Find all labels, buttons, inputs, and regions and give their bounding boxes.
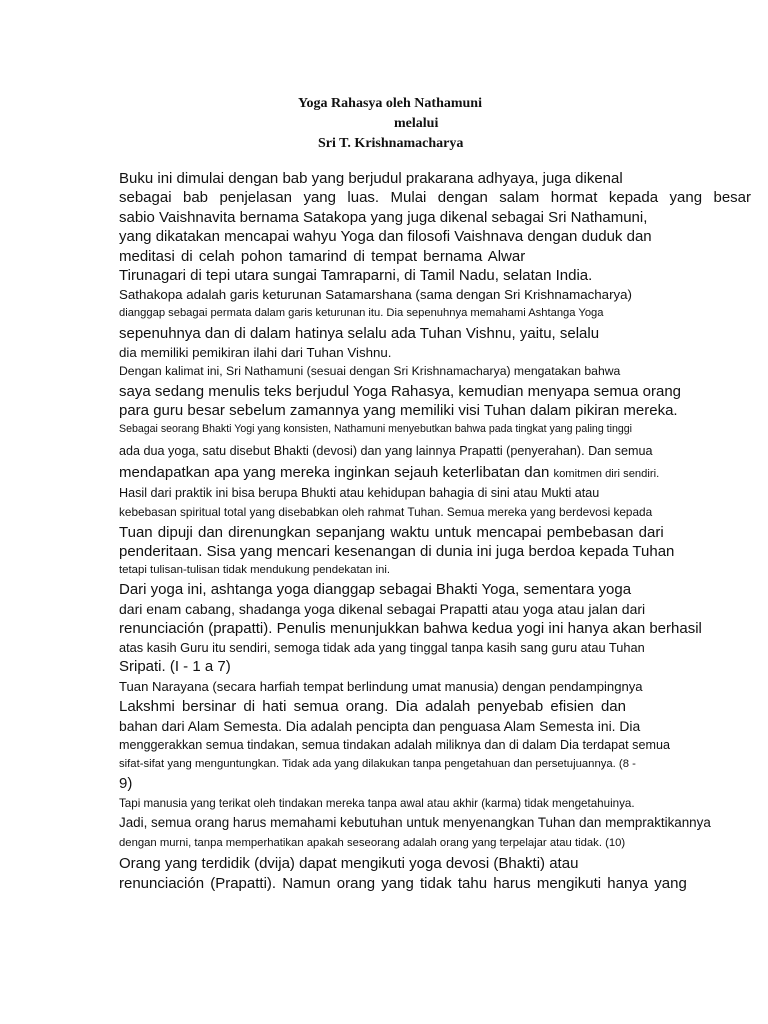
text-line: dari enam cabang, shadanga yoga dikenal sebagai Prapatti atau yoga atau jalan dari — [119, 600, 646, 617]
text-line: Tuan dipuji dan direnungkan sepanjang waktu untuk mencapai pembebasan dari — [119, 523, 664, 541]
title-line: Sri T. Krishnamacharya — [318, 136, 464, 151]
title-line: Yoga Rahasya oleh Nathamuni — [298, 96, 482, 111]
text-line: para guru besar sebelum zamannya yang memiliki visi Tuhan dalam pikiran mereka. — [119, 402, 678, 420]
text-line: Tapi manusia yang terikat oleh tindakan mereka tanpa awal atau akhir (karma) tidak mengetahuinya. — [119, 796, 635, 810]
text-line: Tirunagari di tepi utara sungai Tamraparni, di Tamil Nadu, selatan India. — [119, 267, 593, 285]
text-line: dianggap sebagai permata dalam garis keturunan itu. Dia sepenuhnya memahami Ashtanga Yoga — [119, 307, 604, 320]
text-line: sabio Vaishnavita bernama Satakopa yang juga dikenal sebagai Sri Nathamuni, — [119, 208, 648, 226]
text-line: Hasil dari praktik ini bisa berupa Bhukti atau kehidupan bahagia di sini atau Mukti atau — [119, 486, 600, 501]
title-line: melalui — [394, 116, 439, 131]
text-line: kebebasan spiritual total yang disebabkan oleh rahmat Tuhan. Semua mereka yang berdevosi kepada — [119, 505, 653, 520]
text-line: yang dikatakan mencapai wahyu Yoga dan filosofi Vaishnava dengan duduk dan — [119, 228, 652, 246]
text-line: dia memiliki pemikiran ilahi dari Tuhan Vishnu. — [119, 345, 392, 361]
text-line: penderitaan. Sisa yang mencari kesenangan di dunia ini juga berdoa kepada Tuhan — [119, 543, 675, 561]
text-line: menggerakkan semua tindakan, semua tindakan adalah miliknya dan di dalam Dia terdapat semua — [119, 737, 670, 752]
text-line: tetapi tulisan-tulisan tidak mendukung pendekatan ini. — [119, 563, 391, 576]
text-line: Tuan Narayana (secara harfiah tempat berlindung umat manusia) dengan pendampingnya — [119, 678, 643, 694]
text-line: Jadi, semua orang harus memahami kebutuhan untuk menyenangkan Tuhan dan mempraktikannya — [119, 814, 711, 830]
text-line: sepenuhnya dan di dalam hatinya selalu ada Tuhan Vishnu, yaitu, selalu — [119, 324, 600, 342]
text-line: 9) — [119, 774, 133, 792]
text-line: Sebagai seorang Bhakti Yogi yang konsisten, Nathamuni menyebutkan bahwa pada tingkat yang paling tinggi — [119, 423, 632, 436]
text-line: meditasi di celah pohon tamarind di tempat bernama Alwar — [119, 247, 526, 265]
text-segment: mendapatkan apa yang mereka inginkan sejauh keterlibatan dan — [119, 463, 550, 481]
text-line: renunciación (prapatti). Penulis menunjukkan bahwa kedua yogi ini hanya akan berhasil — [119, 619, 702, 637]
text-line: ada dua yoga, satu disebut Bhakti (devosi) dan yang lainnya Prapatti (penyerahan). Dan semua — [119, 443, 653, 458]
text-line: sebagai bab penjelasan yang luas. Mulai dengan salam hormat kepada yang besar — [119, 189, 751, 207]
text-line: Sathakopa adalah garis keturunan Satamarshana (sama dengan Sri Krishnamacharya) — [119, 287, 632, 303]
text-line: Sripati. (I - 1 a 7) — [119, 657, 231, 675]
text-line: dengan murni, tanpa memperhatikan apakah seseorang adalah orang yang terpelajar atau tidak. (10) — [119, 836, 626, 849]
text-line: Dengan kalimat ini, Sri Nathamuni (sesuai dengan Sri Krishnamacharya) mengatakan bahwa — [119, 364, 621, 379]
document-body — [119, 169, 751, 894]
text-line: atas kasih Guru itu sendiri, semoga tidak ada yang tinggal tanpa kasih sang guru atau Tuhan — [119, 639, 645, 655]
text-line: Orang yang terdidik (dvija) dapat mengikuti yoga devosi (Bhakti) atau — [119, 854, 579, 872]
text-line: saya sedang menulis teks berjudul Yoga Rahasya, kemudian menyapa semua orang — [119, 382, 682, 400]
text-line — [119, 463, 751, 484]
text-line: Lakshmi bersinar di hati semua orang. Dia adalah penyebab efisien dan — [119, 697, 626, 715]
text-line: sifat-sifat yang menguntungkan. Tidak ada yang dilakukan tanpa pengetahuan dan persetujuannya. (8 - — [119, 757, 636, 770]
text-line: bahan dari Alam Semesta. Dia adalah pencipta dan penguasa Alam Semesta ini. Dia — [119, 717, 641, 734]
text-line: renunciación (Prapatti). Namun orang yang tidak tahu harus mengikuti hanya yang — [119, 874, 687, 892]
text-segment: komitmen diri sendiri. — [553, 467, 660, 480]
text-line: Dari yoga ini, ashtanga yoga dianggap sebagai Bhakti Yoga, sementara yoga — [119, 580, 632, 598]
text-line: Buku ini dimulai dengan bab yang berjudul prakarana adhyaya, juga dikenal — [119, 170, 623, 187]
